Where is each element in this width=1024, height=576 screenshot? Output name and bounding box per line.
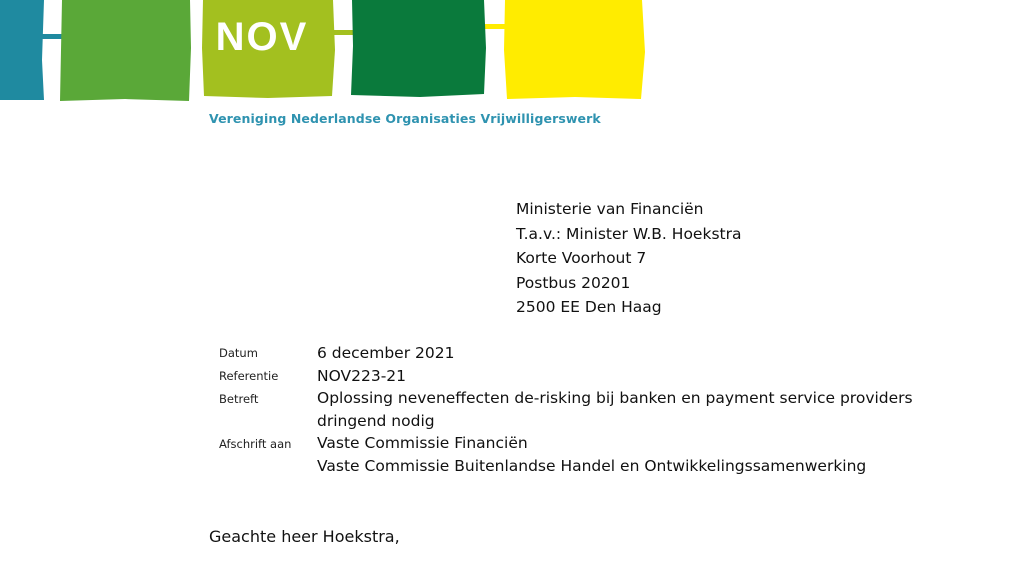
meta-row-referentie: [219, 365, 913, 388]
meta-row-afschrift: [219, 432, 913, 477]
logo-connector: [40, 34, 64, 39]
address-line: 2500 EE Den Haag: [516, 298, 662, 316]
logo-text: NOV: [215, 15, 309, 59]
betreft-value-line: dringend nodig: [317, 411, 435, 430]
datum-value: 6 december 2021: [317, 344, 455, 362]
logo-block-darkgreen: [351, 0, 486, 97]
datum-label: Datum: [219, 346, 258, 360]
address-line: T.a.v.: Minister W.B. Hoekstra: [516, 224, 742, 243]
betreft-label: Betreft: [219, 392, 259, 406]
greeting: Geachte heer Hoekstra,: [209, 527, 400, 546]
address-line: Postbus 20201: [516, 273, 631, 292]
address-line: Korte Voorhout 7: [516, 249, 647, 267]
logo-block-yellow: [504, 0, 645, 99]
letter-meta: [219, 342, 913, 477]
afschrift-value-line: Vaste Commissie Financiën: [317, 434, 528, 452]
afschrift-value-line: Vaste Commissie Buitenlandse Handel en Ontwikkelingssamenwerking: [317, 456, 867, 475]
address-line: Ministerie van Financiën: [516, 200, 704, 218]
logo-block-green: [60, 0, 191, 101]
referentie-value: NOV223-21: [317, 366, 407, 385]
betreft-value-line: Oplossing neveneffecten de-risking bij banken en payment service providers: [317, 389, 913, 407]
referentie-label: Referentie: [219, 368, 279, 383]
recipient-address: [516, 197, 741, 320]
afschrift-label: Afschrift aan: [219, 437, 292, 451]
meta-row-betreft: [219, 387, 913, 432]
logo-tagline: Vereniging Nederlandse Organisaties Vrijwilligerswerk: [209, 111, 601, 126]
logo-block-teal: [0, 0, 44, 100]
meta-row-datum: [219, 342, 913, 365]
